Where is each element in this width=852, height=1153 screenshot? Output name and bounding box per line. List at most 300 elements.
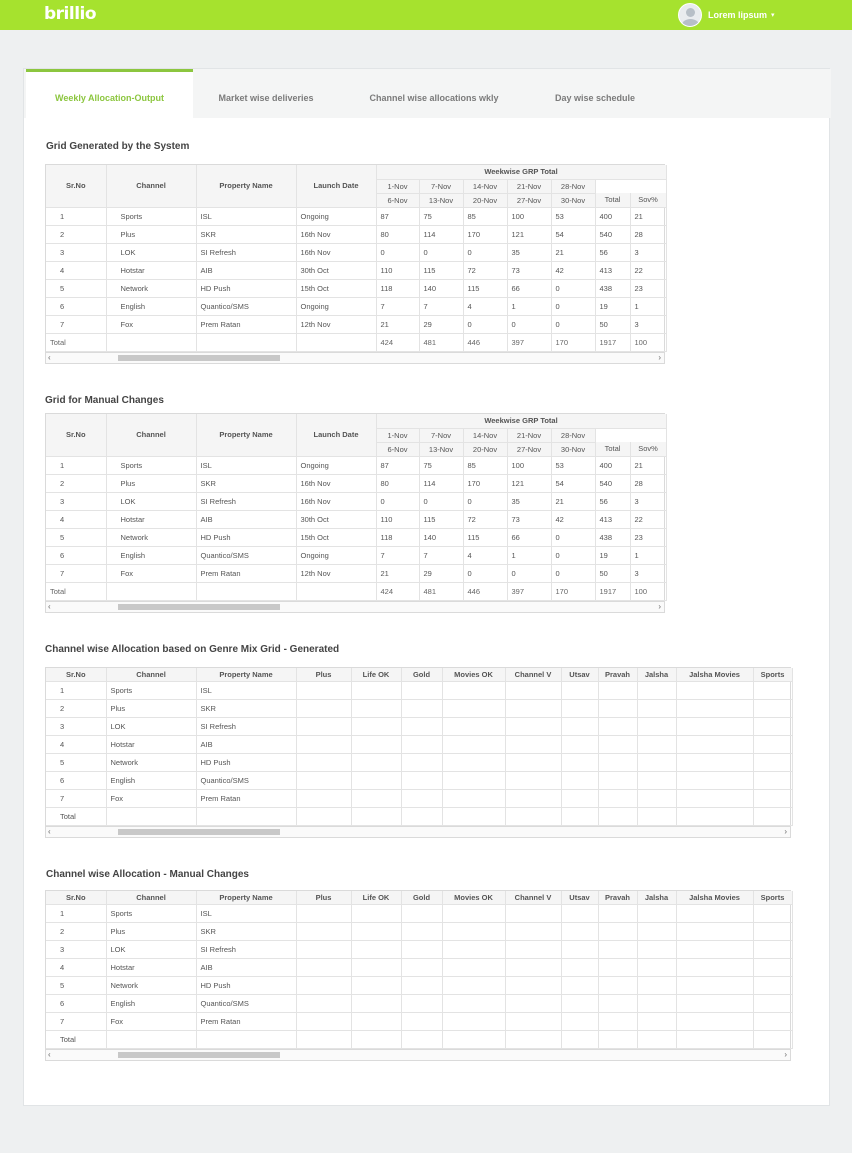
horizontal-scrollbar[interactable] — [46, 1049, 790, 1060]
alloc-input-cell[interactable] — [676, 958, 753, 976]
scroll-left-icon[interactable]: ‹ — [48, 601, 51, 611]
grp-cell: 413 — [595, 510, 630, 528]
header-col: Utsav — [561, 668, 598, 681]
alloc-input-cell[interactable] — [598, 958, 637, 976]
alloc-input-cell[interactable] — [561, 904, 598, 922]
alloc-input-cell[interactable] — [442, 922, 505, 940]
alloc-input-cell[interactable] — [351, 771, 401, 789]
alloc-input-cell[interactable] — [598, 1030, 637, 1048]
header-sov: Sov% — [630, 442, 666, 456]
grp-total-cell: 1917 — [595, 333, 630, 351]
alloc-input-cell[interactable] — [676, 789, 753, 807]
user-menu[interactable] — [678, 3, 775, 27]
user-name[interactable]: Lorem Iipsum — [708, 10, 768, 20]
alloc-input-cell[interactable] — [676, 771, 753, 789]
table-row[interactable] — [46, 207, 666, 225]
alloc-input-cell[interactable] — [442, 1030, 505, 1048]
alloc-input-cell[interactable] — [637, 699, 676, 717]
alloc-cell: SI Refresh — [196, 717, 296, 735]
table-row[interactable] — [46, 564, 666, 582]
alloc-input-cell[interactable] — [637, 807, 676, 825]
grp-cell: Ongoing — [296, 297, 376, 315]
alloc-input-cell[interactable] — [753, 717, 792, 735]
alloc-input-cell[interactable] — [598, 904, 637, 922]
alloc-input-cell[interactable] — [676, 904, 753, 922]
alloc-input-cell[interactable] — [351, 807, 401, 825]
alloc-cell: English — [106, 771, 196, 789]
alloc-input-cell[interactable] — [637, 717, 676, 735]
table-row[interactable] — [46, 753, 792, 771]
header-week-end: 13-Nov — [419, 442, 463, 456]
alloc-input-cell[interactable] — [753, 699, 792, 717]
grp-cell: 3 — [630, 492, 666, 510]
scroll-left-icon[interactable]: ‹ — [48, 1049, 51, 1059]
alloc-input-cell[interactable] — [296, 940, 351, 958]
grp-cell: 16th Nov — [296, 492, 376, 510]
alloc-input-cell[interactable] — [296, 681, 351, 699]
alloc-input-cell[interactable] — [753, 1012, 792, 1030]
alloc-input-cell[interactable] — [401, 940, 442, 958]
alloc-input-cell[interactable] — [442, 1012, 505, 1030]
alloc-input-cell[interactable] — [505, 1012, 561, 1030]
scroll-right-icon[interactable]: › — [784, 826, 787, 836]
alloc-input-cell[interactable] — [505, 1030, 561, 1048]
alloc-input-cell[interactable] — [561, 976, 598, 994]
alloc-input-cell[interactable] — [676, 994, 753, 1012]
alloc-input-cell[interactable] — [637, 904, 676, 922]
alloc-input-cell[interactable] — [442, 771, 505, 789]
table-row[interactable] — [46, 681, 792, 699]
alloc-input-cell[interactable] — [351, 904, 401, 922]
alloc-input-cell[interactable] — [505, 807, 561, 825]
alloc-cell: 4 — [46, 958, 106, 976]
alloc-cell: Sports — [106, 681, 196, 699]
horizontal-scrollbar[interactable] — [46, 352, 664, 363]
grp-cell: 0 — [551, 297, 595, 315]
grid1-title: Grid Generated by the System — [46, 141, 190, 152]
grp-cell: 1 — [46, 207, 106, 225]
grp-cell: Prem Ratan — [196, 564, 296, 582]
grp-cell: 140 — [419, 528, 463, 546]
alloc-input-cell[interactable] — [561, 1030, 598, 1048]
table-row[interactable] — [46, 261, 666, 279]
alloc-input-cell[interactable] — [561, 1012, 598, 1030]
alloc-input-cell[interactable] — [401, 807, 442, 825]
alloc-input-cell[interactable] — [351, 1012, 401, 1030]
alloc-input-cell[interactable] — [753, 681, 792, 699]
alloc-input-cell[interactable] — [637, 789, 676, 807]
alloc-input-cell[interactable] — [296, 771, 351, 789]
alloc-input-cell[interactable] — [505, 681, 561, 699]
alloc-cell — [196, 1030, 296, 1048]
alloc-cell: 2 — [46, 699, 106, 717]
alloc-input-cell[interactable] — [561, 771, 598, 789]
scrollbar-thumb[interactable] — [118, 355, 280, 361]
alloc-input-cell[interactable] — [351, 681, 401, 699]
grp-cell: 114 — [419, 474, 463, 492]
header-col: Sr.No — [46, 668, 106, 681]
alloc-cell: 3 — [46, 717, 106, 735]
alloc-input-cell[interactable] — [401, 735, 442, 753]
alloc-input-cell[interactable] — [442, 994, 505, 1012]
alloc-input-cell[interactable] — [505, 904, 561, 922]
alloc-input-cell[interactable] — [401, 789, 442, 807]
alloc-input-cell[interactable] — [401, 717, 442, 735]
table-row[interactable] — [46, 940, 792, 958]
tab-weekly-allocation-output[interactable]: Weekly Allocation-Output — [26, 69, 193, 118]
alloc-input-cell[interactable] — [561, 735, 598, 753]
grp-cell: Fox — [106, 315, 196, 333]
alloc-cell: ISL — [196, 681, 296, 699]
alloc-input-cell[interactable] — [561, 994, 598, 1012]
grp-cell: 28 — [630, 225, 666, 243]
header-week-start: 21-Nov — [507, 428, 551, 442]
alloc-input-cell[interactable] — [753, 753, 792, 771]
alloc-input-cell[interactable] — [753, 922, 792, 940]
header-srno: Sr.No — [46, 414, 106, 456]
horizontal-scrollbar[interactable] — [46, 826, 790, 837]
alloc-input-cell[interactable] — [637, 1012, 676, 1030]
alloc-input-cell[interactable] — [442, 717, 505, 735]
alloc-input-cell[interactable] — [598, 753, 637, 771]
scroll-right-icon[interactable]: › — [784, 1049, 787, 1059]
alloc-input-cell[interactable] — [676, 976, 753, 994]
alloc-input-cell[interactable] — [561, 789, 598, 807]
alloc-input-cell[interactable] — [351, 753, 401, 771]
alloc-input-cell[interactable] — [351, 735, 401, 753]
alloc-input-cell[interactable] — [598, 976, 637, 994]
alloc-input-cell[interactable] — [442, 940, 505, 958]
alloc-input-cell[interactable] — [296, 717, 351, 735]
grid-channel-allocation-generated[interactable] — [45, 667, 791, 838]
grp-cell: 50 — [595, 564, 630, 582]
alloc-input-cell[interactable] — [401, 753, 442, 771]
alloc-input-cell[interactable] — [296, 735, 351, 753]
grp-cell: 75 — [419, 456, 463, 474]
alloc-input-cell[interactable] — [561, 699, 598, 717]
alloc-input-cell[interactable] — [296, 958, 351, 976]
alloc-input-cell[interactable] — [351, 922, 401, 940]
table-row[interactable] — [46, 297, 666, 315]
table-row[interactable] — [46, 717, 792, 735]
alloc-input-cell[interactable] — [753, 771, 792, 789]
alloc-input-cell[interactable] — [637, 940, 676, 958]
grid-channel-allocation-manual[interactable] — [45, 890, 791, 1061]
alloc-input-cell[interactable] — [401, 699, 442, 717]
grp-cell: 1 — [46, 456, 106, 474]
alloc-input-cell[interactable] — [753, 735, 792, 753]
table-row[interactable] — [46, 1012, 792, 1030]
scroll-right-icon[interactable]: › — [658, 601, 661, 611]
alloc-input-cell[interactable] — [296, 789, 351, 807]
alloc-input-cell[interactable] — [442, 958, 505, 976]
alloc-input-cell[interactable] — [753, 940, 792, 958]
table-row[interactable] — [46, 1030, 792, 1048]
alloc-input-cell[interactable] — [505, 976, 561, 994]
header-spacer — [595, 179, 666, 193]
scroll-right-icon[interactable]: › — [658, 352, 661, 362]
tab-channel-wise-allocations-wkly[interactable]: Channel wise allocations wkly — [369, 93, 499, 103]
table-row[interactable] — [46, 492, 666, 510]
alloc-input-cell[interactable] — [598, 807, 637, 825]
grp-total-cell: 170 — [551, 582, 595, 600]
alloc-cell: SKR — [196, 922, 296, 940]
alloc-input-cell[interactable] — [401, 771, 442, 789]
grp-cell: 15th Oct — [296, 279, 376, 297]
scrollbar-thumb[interactable] — [118, 829, 280, 835]
header-channel: Channel — [106, 165, 196, 207]
alloc-input-cell[interactable] — [637, 976, 676, 994]
grp-total-cell: Total — [46, 333, 106, 351]
total-row — [46, 333, 666, 351]
grp-total-cell — [196, 582, 296, 600]
header-weekwise-grp-total: Weekwise GRP Total — [376, 165, 666, 179]
alloc-input-cell[interactable] — [401, 994, 442, 1012]
header-week-end: 6-Nov — [376, 442, 419, 456]
header-week-start: 21-Nov — [507, 179, 551, 193]
alloc-input-cell[interactable] — [505, 717, 561, 735]
alloc-input-cell[interactable] — [676, 1012, 753, 1030]
grp-cell: 3 — [46, 243, 106, 261]
grp-cell: 56 — [595, 243, 630, 261]
alloc-input-cell[interactable] — [505, 699, 561, 717]
alloc-input-cell[interactable] — [296, 753, 351, 771]
alloc-input-cell[interactable] — [676, 699, 753, 717]
alloc-input-cell[interactable] — [753, 807, 792, 825]
alloc-input-cell[interactable] — [598, 922, 637, 940]
alloc-input-cell[interactable] — [753, 994, 792, 1012]
alloc-input-cell[interactable] — [296, 976, 351, 994]
table-row[interactable] — [46, 699, 792, 717]
header-col: Channel — [106, 891, 196, 904]
grp-cell: 0 — [551, 279, 595, 297]
alloc-cell — [196, 807, 296, 825]
alloc-input-cell[interactable] — [598, 735, 637, 753]
alloc-input-cell[interactable] — [351, 994, 401, 1012]
alloc-input-cell[interactable] — [505, 940, 561, 958]
grp-cell: 2 — [46, 474, 106, 492]
alloc-cell: 5 — [46, 976, 106, 994]
alloc-input-cell[interactable] — [351, 789, 401, 807]
table-row[interactable] — [46, 735, 792, 753]
grp-cell: 22 — [630, 510, 666, 528]
alloc-input-cell[interactable] — [505, 922, 561, 940]
grid-manual-changes[interactable] — [45, 413, 665, 613]
alloc-input-cell[interactable] — [561, 922, 598, 940]
alloc-cell: Hotstar — [106, 958, 196, 976]
alloc-input-cell[interactable] — [401, 922, 442, 940]
alloc-cell: Total — [46, 807, 106, 825]
table-row[interactable] — [46, 225, 666, 243]
grp-cell: 7 — [376, 546, 419, 564]
alloc-input-cell[interactable] — [351, 1030, 401, 1048]
alloc-input-cell[interactable] — [676, 807, 753, 825]
alloc-input-cell[interactable] — [401, 1012, 442, 1030]
table-row[interactable] — [46, 922, 792, 940]
alloc-input-cell[interactable] — [676, 922, 753, 940]
alloc-input-cell[interactable] — [598, 771, 637, 789]
alloc-input-cell[interactable] — [505, 994, 561, 1012]
alloc-input-cell[interactable] — [637, 735, 676, 753]
alloc-input-cell[interactable] — [561, 753, 598, 771]
table-row[interactable] — [46, 243, 666, 261]
alloc-input-cell[interactable] — [442, 735, 505, 753]
alloc-input-cell[interactable] — [598, 681, 637, 699]
alloc-input-cell[interactable] — [442, 976, 505, 994]
grp-cell: 35 — [507, 492, 551, 510]
alloc-input-cell[interactable] — [637, 994, 676, 1012]
alloc-input-cell[interactable] — [561, 940, 598, 958]
table-row[interactable] — [46, 789, 792, 807]
grp-cell: 0 — [419, 492, 463, 510]
table-row[interactable] — [46, 976, 792, 994]
alloc-input-cell[interactable] — [442, 699, 505, 717]
grid4-title: Channel wise Allocation - Manual Changes — [46, 869, 249, 880]
alloc-input-cell[interactable] — [561, 681, 598, 699]
grp-cell: 53 — [551, 207, 595, 225]
alloc-input-cell[interactable] — [753, 904, 792, 922]
alloc-input-cell[interactable] — [505, 789, 561, 807]
table-row[interactable] — [46, 994, 792, 1012]
table-row[interactable] — [46, 807, 792, 825]
grp-cell: 0 — [419, 243, 463, 261]
grp-cell: 29 — [419, 315, 463, 333]
alloc-input-cell[interactable] — [401, 681, 442, 699]
grp-cell: 73 — [507, 261, 551, 279]
table-row[interactable] — [46, 510, 666, 528]
alloc-input-cell[interactable] — [561, 958, 598, 976]
grp-total-cell: 397 — [507, 582, 551, 600]
alloc-cell: 1 — [46, 904, 106, 922]
alloc-input-cell[interactable] — [351, 958, 401, 976]
alloc-input-cell[interactable] — [296, 807, 351, 825]
header-total: Total — [595, 442, 630, 456]
horizontal-scrollbar[interactable] — [46, 601, 664, 612]
alloc-input-cell[interactable] — [296, 699, 351, 717]
table-row[interactable] — [46, 528, 666, 546]
scroll-left-icon[interactable]: ‹ — [48, 352, 51, 362]
chevron-down-icon[interactable]: ▾ — [771, 12, 775, 19]
grp-cell: 23 — [630, 528, 666, 546]
tab-day-wise-schedule[interactable]: Day wise schedule — [554, 93, 636, 103]
alloc-input-cell[interactable] — [296, 994, 351, 1012]
grid-generated-by-system[interactable] — [45, 164, 665, 364]
alloc-input-cell[interactable] — [753, 789, 792, 807]
alloc-input-cell[interactable] — [505, 958, 561, 976]
header-col: Property Name — [196, 891, 296, 904]
alloc-input-cell[interactable] — [351, 940, 401, 958]
table-row[interactable] — [46, 474, 666, 492]
alloc-input-cell[interactable] — [676, 753, 753, 771]
alloc-input-cell[interactable] — [637, 771, 676, 789]
alloc-input-cell[interactable] — [676, 940, 753, 958]
scrollbar-thumb[interactable] — [118, 604, 280, 610]
user-avatar-icon[interactable] — [678, 3, 702, 27]
alloc-input-cell[interactable] — [401, 1030, 442, 1048]
alloc-input-cell[interactable] — [637, 1030, 676, 1048]
grp-cell: 23 — [630, 279, 666, 297]
grp-cell: 1 — [507, 546, 551, 564]
scroll-left-icon[interactable]: ‹ — [48, 826, 51, 836]
grp-cell: 115 — [419, 510, 463, 528]
alloc-input-cell[interactable] — [401, 976, 442, 994]
scrollbar-thumb[interactable] — [118, 1052, 280, 1058]
alloc-input-cell[interactable] — [753, 976, 792, 994]
tab-market-wise-deliveries[interactable]: Market wise deliveries — [218, 93, 314, 103]
grp-cell: AIB — [196, 510, 296, 528]
alloc-input-cell[interactable] — [296, 1030, 351, 1048]
grp-cell: 121 — [507, 474, 551, 492]
alloc-input-cell[interactable] — [442, 904, 505, 922]
grp-cell: 21 — [376, 315, 419, 333]
alloc-input-cell[interactable] — [637, 958, 676, 976]
alloc-input-cell[interactable] — [401, 904, 442, 922]
grid3-title: Channel wise Allocation based on Genre Mix Grid - Generated — [45, 644, 340, 655]
alloc-input-cell[interactable] — [676, 681, 753, 699]
alloc-input-cell[interactable] — [296, 904, 351, 922]
grp-total-cell: 446 — [463, 582, 507, 600]
alloc-input-cell[interactable] — [676, 1030, 753, 1048]
alloc-input-cell[interactable] — [676, 717, 753, 735]
alloc-input-cell[interactable] — [351, 699, 401, 717]
alloc-input-cell[interactable] — [753, 1030, 792, 1048]
alloc-input-cell[interactable] — [351, 717, 401, 735]
table-row[interactable] — [46, 546, 666, 564]
grp-cell: LOK — [106, 492, 196, 510]
alloc-input-cell[interactable] — [598, 994, 637, 1012]
grp-cell: 72 — [463, 510, 507, 528]
grp-cell: 53 — [551, 456, 595, 474]
table-row[interactable] — [46, 904, 792, 922]
alloc-input-cell[interactable] — [505, 753, 561, 771]
table-row[interactable] — [46, 771, 792, 789]
alloc-input-cell[interactable] — [351, 976, 401, 994]
header-col: Sports — [753, 668, 792, 681]
alloc-input-cell[interactable] — [676, 735, 753, 753]
alloc-input-cell[interactable] — [505, 735, 561, 753]
alloc-cell: AIB — [196, 958, 296, 976]
table-row[interactable] — [46, 279, 666, 297]
alloc-input-cell[interactable] — [598, 1012, 637, 1030]
table-row[interactable] — [46, 958, 792, 976]
alloc-input-cell[interactable] — [505, 771, 561, 789]
brillio-logo[interactable]: brillio — [44, 4, 97, 24]
alloc-input-cell[interactable] — [637, 681, 676, 699]
alloc-input-cell[interactable] — [598, 717, 637, 735]
alloc-input-cell[interactable] — [561, 717, 598, 735]
grp-cell: 0 — [376, 243, 419, 261]
alloc-input-cell[interactable] — [442, 807, 505, 825]
alloc-input-cell[interactable] — [442, 681, 505, 699]
alloc-input-cell[interactable] — [637, 753, 676, 771]
alloc-input-cell[interactable] — [442, 789, 505, 807]
alloc-input-cell[interactable] — [598, 940, 637, 958]
alloc-input-cell[interactable] — [637, 922, 676, 940]
alloc-input-cell[interactable] — [598, 699, 637, 717]
header-week-end: 30-Nov — [551, 193, 595, 207]
alloc-input-cell[interactable] — [598, 789, 637, 807]
alloc-input-cell[interactable] — [753, 958, 792, 976]
alloc-cell: SKR — [196, 699, 296, 717]
table-row[interactable] — [46, 456, 666, 474]
alloc-input-cell[interactable] — [296, 1012, 351, 1030]
alloc-input-cell[interactable] — [442, 753, 505, 771]
alloc-input-cell[interactable] — [401, 958, 442, 976]
alloc-input-cell[interactable] — [561, 807, 598, 825]
grp-cell: Quantico/SMS — [196, 546, 296, 564]
alloc-input-cell[interactable] — [296, 922, 351, 940]
table-row[interactable] — [46, 315, 666, 333]
